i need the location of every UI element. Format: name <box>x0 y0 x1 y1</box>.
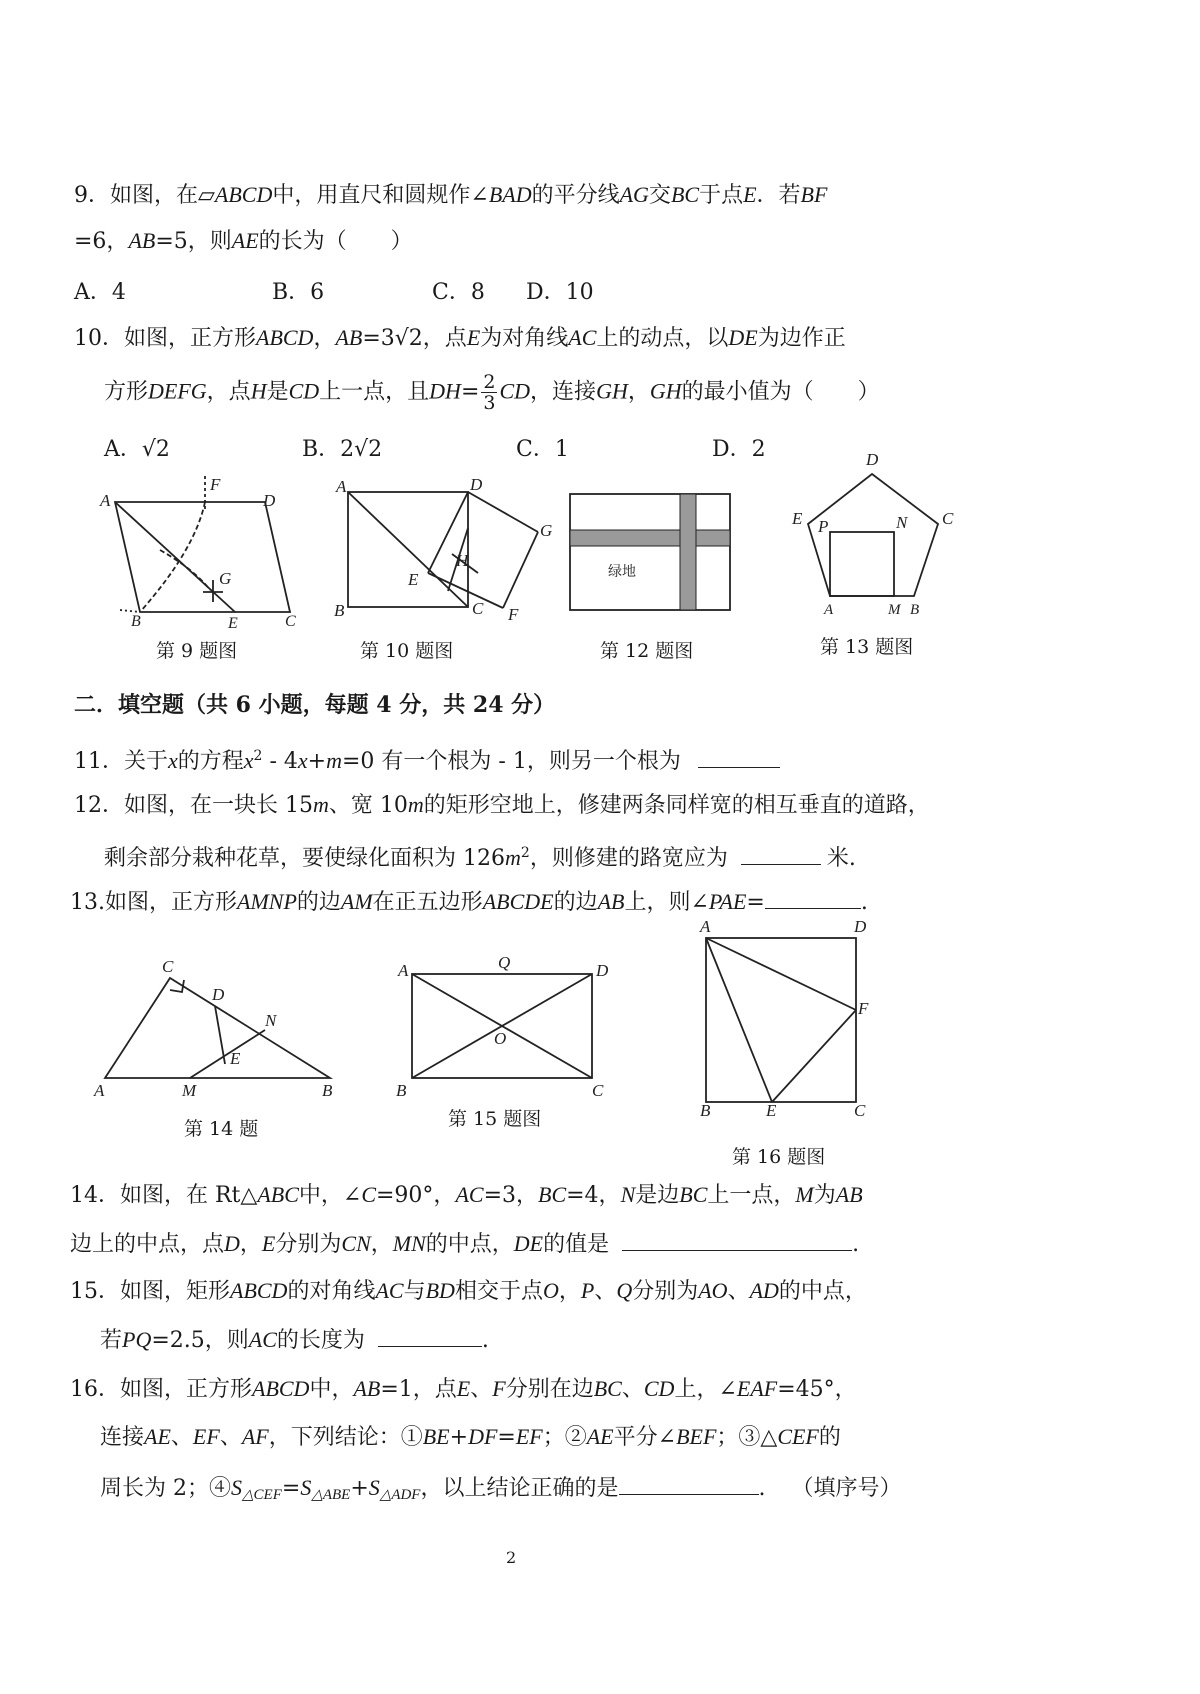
q16-text: 的 <box>818 1425 841 1450</box>
q16-answer-blank[interactable] <box>619 1472 759 1495</box>
figure-13 <box>780 448 960 618</box>
q16-text: 、 <box>170 1425 193 1450</box>
q10-text: H <box>250 378 267 404</box>
q15-text: Q <box>616 1278 633 1303</box>
fig9-label-G: G <box>219 569 232 588</box>
q14-text: 是边 <box>635 1183 680 1208</box>
q10-text: = <box>460 379 480 405</box>
q13-text: 的边 <box>296 890 341 915</box>
q15-text: AC <box>375 1278 404 1303</box>
fig10-label-H: H <box>456 551 469 570</box>
q16-text: EF <box>515 1424 543 1449</box>
q13-text: 13.如图，正方形 <box>70 890 237 915</box>
q12-text: m <box>407 792 424 817</box>
fig15-label-D: D <box>596 961 609 980</box>
q14-text: 上一点， <box>707 1183 796 1208</box>
q15-line1 <box>70 1276 867 1307</box>
q14-text: AC <box>455 1182 484 1207</box>
q14-text: 边上的中点，点 <box>70 1232 225 1257</box>
q10-line2 <box>104 372 880 413</box>
q10-text: =3√2，点 <box>362 326 467 351</box>
q16-text: DF <box>468 1424 498 1449</box>
q14-text: BC <box>538 1182 567 1207</box>
fig14-label-N: N <box>265 1011 277 1030</box>
q14-text: BC <box>679 1182 708 1207</box>
q13-text: 的边 <box>553 890 598 915</box>
q16-text: 分别在边 <box>505 1377 594 1402</box>
fig13-label-D: D <box>866 450 879 469</box>
fig15-label-B: B <box>396 1081 407 1100</box>
q10-text: ，连接 <box>530 379 597 405</box>
q13-text: ABCDE <box>482 889 554 914</box>
figure-16 <box>690 918 880 1118</box>
q16-text: 16．如图，正方形 <box>70 1377 252 1402</box>
q16-text: 、 <box>621 1377 644 1402</box>
q16-text: ；② <box>542 1425 587 1450</box>
q15-text: 15．如图，矩形 <box>70 1279 230 1304</box>
q9-text: =6， <box>74 229 129 254</box>
fig14-label-C: C <box>162 957 174 976</box>
q16-text: AB <box>353 1376 381 1401</box>
q10-text: 上的动点，以 <box>596 326 729 351</box>
q14-line1 <box>70 1180 863 1211</box>
q10-text: AC <box>568 325 597 350</box>
q12-text: 、宽 10 <box>328 793 408 818</box>
q16-text: AE <box>586 1424 614 1449</box>
q15-text: 与 <box>403 1279 426 1304</box>
q11-text: x <box>168 748 178 773</box>
fig15-label-Q: Q <box>498 953 511 972</box>
q15-text: 的对角线 <box>287 1279 376 1304</box>
q15-text: BD <box>425 1278 455 1303</box>
q16-text: AE <box>144 1424 171 1449</box>
fig10-label-C: C <box>472 599 484 618</box>
q15-text: AC <box>248 1327 277 1352</box>
q16-text: CEF <box>777 1424 819 1449</box>
q15-text: 的长度为 <box>276 1328 365 1353</box>
caption-fig14: 第 14 题 <box>184 1118 259 1140</box>
fig14-label-B: B <box>322 1081 333 1100</box>
q16-text: △ABE <box>311 1487 351 1503</box>
q9-option-c: C．8 <box>432 280 485 305</box>
caption-fig9: 第 9 题图 <box>156 640 238 662</box>
q9-line1 <box>74 180 827 211</box>
q15-text: P <box>580 1278 595 1303</box>
q16-text: E <box>456 1376 471 1401</box>
q15-text: O <box>542 1278 559 1303</box>
q16-text: ，以上结论正确的是 <box>420 1476 619 1501</box>
fig16-label-D: D <box>854 917 867 936</box>
q14-text: D <box>224 1231 240 1256</box>
q15-text: 、 <box>727 1279 750 1304</box>
q9-text: 的长为（ ） <box>258 229 413 254</box>
fig10-label-F: F <box>508 605 519 624</box>
caption-fig16: 第 16 题图 <box>732 1146 826 1168</box>
q11-text: x <box>243 748 254 773</box>
q10-text: CD <box>288 378 320 404</box>
q16-line2 <box>100 1422 841 1453</box>
fig9-label-D: D <box>263 491 276 510</box>
q10-text: DEFG <box>148 378 207 404</box>
fig16-label-A: A <box>700 917 711 936</box>
fig15-label-A: A <box>398 961 409 980</box>
q10-text: DE <box>728 325 758 350</box>
caption-fig15: 第 15 题图 <box>448 1108 542 1130</box>
q16-text: CD <box>643 1376 675 1401</box>
q12-text: ，则修建的路宽应为 <box>529 846 728 871</box>
q10-line1 <box>74 323 846 354</box>
q14-text: AB <box>835 1182 863 1207</box>
q9-text: 9．如图，在▱ <box>74 183 215 208</box>
q9-text: 交 <box>648 183 671 208</box>
q16-text: （填序号） <box>791 1476 902 1501</box>
q15-text: 若 <box>100 1328 123 1353</box>
q15-text: ABCD <box>230 1278 288 1303</box>
fig13-label-E: E <box>792 509 803 528</box>
q9-option-a: A．4 <box>74 280 126 305</box>
q16-text: BEF <box>676 1424 717 1449</box>
q11-text: - 4 <box>262 749 298 774</box>
q12-text: 剩余部分栽种花草，要使绿化面积为 126 <box>104 846 505 871</box>
q16-text: S <box>300 1475 312 1500</box>
q14-text: N <box>620 1182 636 1207</box>
q16-text: S <box>231 1475 242 1500</box>
q16-text: . <box>758 1476 766 1501</box>
q14-text: =3， <box>483 1183 538 1208</box>
fig15-label-C: C <box>592 1081 604 1100</box>
figure-12 <box>568 490 738 615</box>
fraction-two-thirds <box>481 372 497 413</box>
q9-text: 的平分线 <box>531 183 620 208</box>
q12-line1 <box>74 790 930 821</box>
q11-text: m <box>326 748 342 773</box>
fig16-label-F: F <box>858 999 869 1018</box>
q10-option-d: D．2 <box>712 437 766 462</box>
q13-line <box>70 886 868 918</box>
fig16-label-B: B <box>700 1101 711 1120</box>
section-2-heading: 二．填空题（共 6 小题，每题 4 分，共 24 分） <box>74 692 556 718</box>
q16-text: EAF <box>736 1376 778 1401</box>
figure-14 <box>90 950 350 1100</box>
q15-line2 <box>100 1324 489 1356</box>
fig12-label-lawn: 绿地 <box>608 564 636 580</box>
q16-text: + <box>449 1425 469 1450</box>
q14-text: MN <box>392 1231 426 1256</box>
q9-text: AB <box>128 228 156 253</box>
q16-text: AF <box>241 1424 269 1449</box>
q11-text: 2 <box>253 748 263 764</box>
q10-text: CD <box>499 378 531 404</box>
caption-fig13: 第 13 题图 <box>820 636 914 658</box>
fig9-label-C: C <box>285 613 296 630</box>
q9-text: BF <box>800 182 828 207</box>
q16-text: S <box>368 1475 380 1500</box>
caption-fig12: 第 12 题图 <box>600 640 694 662</box>
q10-text: GH <box>649 378 682 404</box>
q14-text: 14．如图，在 Rt△ <box>70 1183 258 1208</box>
q14-text: ， <box>239 1232 262 1257</box>
fig14-label-E: E <box>230 1049 241 1068</box>
q10-option-b: B．2√2 <box>302 437 383 462</box>
q14-text: 的值是 <box>543 1232 610 1257</box>
q16-line3 <box>100 1472 902 1510</box>
fig10-label-E: E <box>408 570 419 589</box>
q16-text: △ADF <box>379 1487 421 1503</box>
q13-text: AB <box>597 889 625 914</box>
q11-text: =0 有一个根为 - 1，则另一个根为 <box>341 749 681 774</box>
fig10-label-A: A <box>336 477 347 496</box>
q12-answer-blank[interactable] <box>741 842 821 865</box>
q16-text: 、 <box>470 1377 493 1402</box>
q9-text: 于点 <box>699 183 744 208</box>
fig10-label-B: B <box>334 601 345 620</box>
q12-text: 2 <box>520 845 530 861</box>
q14-text: 分别为 <box>275 1232 342 1257</box>
q15-text: 、 <box>594 1279 617 1304</box>
fig9-label-B: B <box>131 613 141 630</box>
q16-text: = <box>281 1476 301 1501</box>
figure-9 <box>95 470 305 632</box>
q16-text: =45°， <box>777 1377 857 1402</box>
q16-text: 连接 <box>100 1425 145 1450</box>
q14-line2 <box>70 1228 859 1260</box>
fig13-label-P: P <box>818 517 829 536</box>
fig13-label-C: C <box>942 509 954 528</box>
fig13-label-B: B <box>910 602 920 618</box>
q16-text: BC <box>593 1376 622 1401</box>
fig16-label-C: C <box>854 1101 866 1120</box>
q16-text: △CEF <box>242 1487 282 1503</box>
page-number: 2 <box>506 1548 517 1567</box>
q13-text: AM <box>340 889 373 914</box>
q14-text: =4， <box>566 1183 621 1208</box>
fig16-label-E: E <box>766 1101 777 1120</box>
q16-text: BE <box>422 1424 450 1449</box>
q10-text: 10．如图，正方形 <box>74 326 256 351</box>
q16-text: + <box>350 1476 369 1501</box>
q16-text: EF <box>192 1424 220 1449</box>
q15-answer-blank[interactable] <box>378 1324 482 1347</box>
fig10-label-D: D <box>470 475 483 494</box>
q9-line2 <box>74 226 413 257</box>
q10-option-c: C．1 <box>516 437 569 462</box>
q10-text: ，点 <box>206 379 251 405</box>
q9-text: E <box>743 182 757 207</box>
q14-text: DE <box>513 1231 544 1256</box>
q9-text: =5，则 <box>155 229 232 254</box>
q14-text: ABC <box>257 1182 299 1207</box>
q10-text: 方形 <box>104 379 149 405</box>
fig15-label-O: O <box>494 1029 507 1048</box>
q10-text: ， <box>627 379 650 405</box>
q11-text: 11．关于 <box>74 749 168 774</box>
fig14-label-A: A <box>94 1081 105 1100</box>
q14-text: C <box>361 1182 376 1207</box>
q13-answer-blank[interactable] <box>765 886 861 909</box>
q14-text: ， <box>370 1232 393 1257</box>
q12-text: m <box>312 792 329 817</box>
q10-text: E <box>466 325 481 350</box>
q14-text: 为 <box>813 1183 836 1208</box>
q9-text: BAD <box>488 182 532 207</box>
q14-text: E <box>261 1231 276 1256</box>
q11-text: + <box>307 749 327 774</box>
caption-fig10: 第 10 题图 <box>360 640 454 662</box>
q16-text: 周长为 2；④ <box>100 1476 231 1501</box>
fig9-label-E: E <box>228 615 238 632</box>
q11-line <box>74 741 780 777</box>
q11-text: x <box>297 748 308 773</box>
q10-text: GH <box>596 378 628 404</box>
q9-text: ABCD <box>214 182 273 207</box>
q16-text: ，下列结论：① <box>268 1425 423 1450</box>
fig14-label-M: M <box>182 1081 197 1100</box>
fig13-label-A: A <box>824 602 834 618</box>
q15-text: 相交于点 <box>454 1279 543 1304</box>
q10-text: 的最小值为（ ） <box>681 379 880 405</box>
q15-text: 的中点， <box>778 1279 867 1304</box>
q14-answer-blank[interactable] <box>622 1228 852 1251</box>
fig13-label-M: M <box>888 602 901 618</box>
q13-text: = <box>746 890 765 915</box>
q15-text: . <box>481 1328 489 1353</box>
q15-text: ， <box>558 1279 581 1304</box>
q14-text: . <box>852 1232 860 1257</box>
q15-text: =2.5，则 <box>151 1328 249 1353</box>
q9-text: AG <box>619 182 649 207</box>
figure-10 <box>328 475 553 624</box>
frac-den: 3 <box>483 392 496 414</box>
q12-line2 <box>104 838 856 874</box>
q14-text: 中，∠ <box>298 1183 362 1208</box>
q10-option-a: A．√2 <box>104 437 170 462</box>
q16-text: = <box>497 1425 516 1450</box>
q13-text: 上，则∠ <box>624 890 709 915</box>
q16-text: 、 <box>219 1425 242 1450</box>
frac-num: 2 <box>483 371 496 393</box>
q10-text: ABCD <box>256 325 314 350</box>
q13-text: 在正五边形 <box>372 890 483 915</box>
q16-text: 平分∠ <box>613 1425 677 1450</box>
q12-text: m <box>505 845 521 870</box>
q16-line1 <box>70 1374 857 1405</box>
fig9-label-A: A <box>100 491 111 510</box>
q11-text: 的方程 <box>177 749 244 774</box>
q16-text: ABCD <box>252 1376 310 1401</box>
q15-text: AD <box>749 1278 779 1303</box>
fig9-label-F: F <box>210 475 221 494</box>
q10-text: 是 <box>266 379 289 405</box>
q9-text: BC <box>670 182 700 207</box>
q10-text: 上一点，且 <box>319 379 430 405</box>
q13-text: PAE <box>708 889 747 914</box>
q10-text: AB <box>335 325 363 350</box>
q14-text: M <box>795 1182 814 1207</box>
q14-text: =90°， <box>376 1183 456 1208</box>
q12-text: 12．如图，在一块长 15 <box>74 793 313 818</box>
q12-text: 的矩形空地上，修建两条同样宽的相互垂直的道路， <box>423 793 930 818</box>
q16-text: F <box>492 1376 506 1401</box>
figure-15 <box>392 948 622 1098</box>
fig14-label-D: D <box>212 985 225 1004</box>
q15-text: 分别为 <box>632 1279 699 1304</box>
q9-text: 中，用直尺和圆规作∠ <box>272 183 489 208</box>
q10-text: DH <box>429 378 461 404</box>
q10-text: 为边作正 <box>757 326 846 351</box>
q16-text: 中， <box>309 1377 354 1402</box>
q10-text: 为对角线 <box>480 326 569 351</box>
q11-answer-blank[interactable] <box>698 745 780 768</box>
q15-text: AO <box>698 1278 728 1303</box>
fig10-label-G: G <box>540 521 553 540</box>
q13-text: . <box>860 890 868 915</box>
fig13-label-N: N <box>896 513 908 532</box>
q9-text: AE <box>231 228 259 253</box>
q15-text: PQ <box>122 1327 152 1352</box>
q16-text: ；③△ <box>716 1425 778 1450</box>
q10-text: ， <box>313 326 336 351</box>
q12-text: 米. <box>826 846 856 871</box>
q13-text: AMNP <box>237 889 297 914</box>
q9-option-b: B．6 <box>272 280 325 305</box>
q14-text: CN <box>341 1231 371 1256</box>
q9-text: ．若 <box>756 183 801 208</box>
q16-text: 上，∠ <box>674 1377 737 1402</box>
q14-text: 的中点， <box>425 1232 514 1257</box>
q16-text: =1，点 <box>380 1377 457 1402</box>
q9-option-d: D．10 <box>526 280 594 305</box>
